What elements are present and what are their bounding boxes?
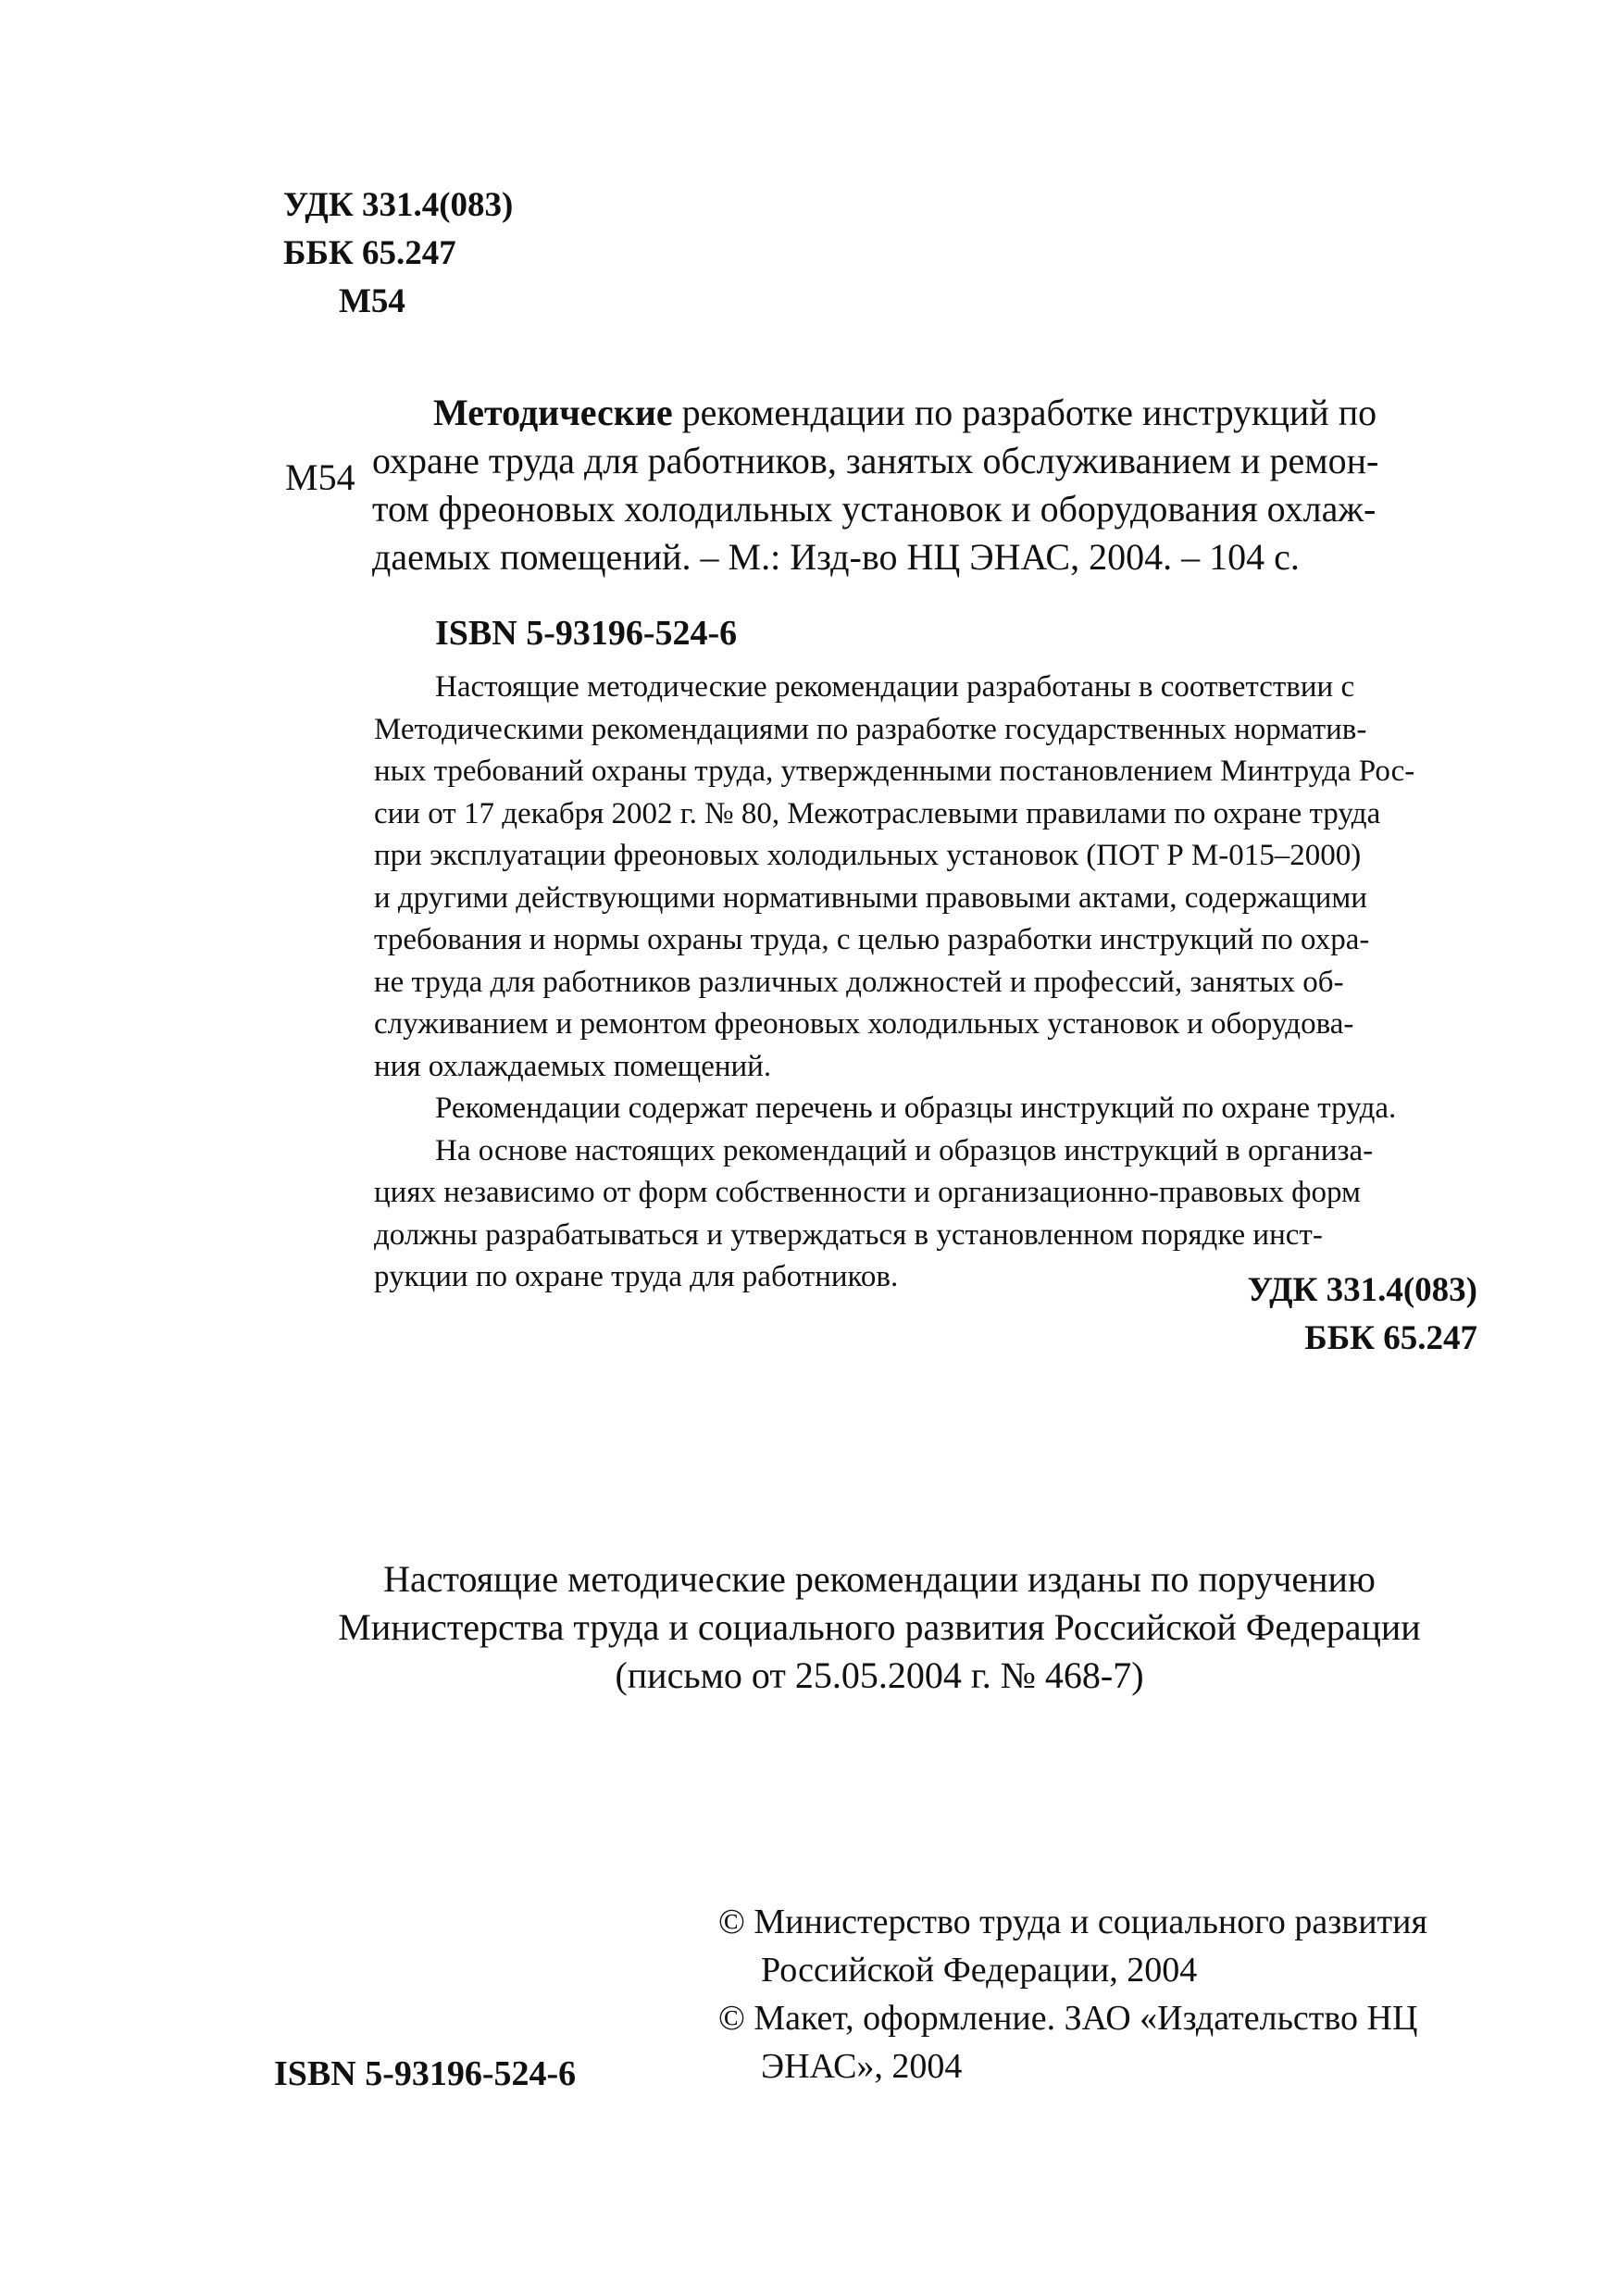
biblio-title-word: Методические	[433, 392, 673, 433]
publication-note-line-3: (письмо от 25.05.2004 г. № 468-7)	[615, 1654, 1144, 1696]
publication-note-line-2: Министерства труда и социального развития Российской Федерации	[338, 1606, 1421, 1648]
biblio-line-4: даемых помещений. – М.: Изд-во НЦ ЭНАС, 2004. – 104 с.	[372, 536, 1300, 578]
abstract-line: при эксплуатации фреоновых холодильных установок (ПОТ Р М-015–2000)	[374, 839, 1362, 872]
udk-code: УДК 331.4(083)	[283, 186, 514, 224]
biblio-line-1-rest: рекомендации по разработке инструкций по	[672, 392, 1377, 433]
abstract-line: рукции по охране труда для работников.	[374, 1260, 899, 1293]
abstract-line: служиванием и ремонтом фреоновых холодильных установок и оборудова-	[374, 1007, 1354, 1041]
udk-code-right: УДК 331.4(083)	[1247, 1271, 1477, 1309]
side-author-mark: М54	[285, 456, 355, 498]
abstract-line: ных требований охраны труда, утвержденными постановлением Минтруда Рос-	[374, 755, 1415, 788]
biblio-line-2: охране труда для работников, занятых обслуживанием и ремон-	[372, 440, 1379, 481]
isbn-bottom: ISBN 5-93196-524-6	[274, 2054, 577, 2093]
abstract-line: Рекомендации содержат перечень и образцы инструкций по охране труда.	[435, 1092, 1397, 1125]
abstract-line: не труда для работников различных должностей и профессий, занятых об-	[374, 965, 1344, 999]
abstract-line: циях независимо от форм собственности и организационно-правовых форм	[374, 1176, 1361, 1209]
abstract-line: требования и нормы охраны труда, с целью разработки инструкций по охра-	[374, 923, 1370, 956]
biblio-line-1	[372, 389, 1483, 437]
classification-codes-right	[1248, 1267, 1477, 1363]
abstract-line: должны разрабатываться и утверждаться в установленном порядке инст-	[374, 1217, 1323, 1252]
abstract-line: На основе настоящих рекомендаций и образцов инструкций в организа-	[435, 1133, 1374, 1167]
copyright-line-3: © Макет, оформление. ЗАО «Издательство НЦ	[718, 1999, 1418, 2038]
isbn-main: ISBN 5-93196-524-6	[435, 614, 738, 653]
bibliographic-description	[372, 389, 1483, 581]
abstract-line: Методическими рекомендациями по разработке государственных норматив-	[374, 712, 1367, 746]
abstract-line: сии от 17 декабря 2002 г. № 80, Межотраслевыми правилами по охране труда	[374, 796, 1381, 830]
author-mark: М54	[339, 282, 405, 320]
publication-note-line-1: Настоящие методические рекомендации изданы по поручению	[383, 1558, 1376, 1600]
abstract-line: и другими действующими нормативными правовыми актами, содержащими	[374, 880, 1367, 915]
copyright-line-1: © Министерство труда и социального развития	[718, 1903, 1427, 1941]
classification-codes-top	[283, 181, 513, 326]
biblio-line-3: том фреоновых холодильных установок и оборудования охлаж-	[372, 488, 1377, 530]
publication-note	[278, 1555, 1481, 1700]
abstract-line: ния охлаждаемых помещений.	[374, 1049, 772, 1083]
bbk-code: ББК 65.247	[283, 234, 456, 272]
abstract	[374, 667, 1485, 1299]
copyright-line-4: ЭНАС», 2004	[761, 2047, 963, 2086]
bbk-code-right: ББК 65.247	[1304, 1319, 1477, 1357]
abstract-line: Настоящие методические рекомендации разработаны в соответствии с	[435, 670, 1355, 704]
copyright-block	[718, 1898, 1427, 2090]
copyright-line-2: Российской Федерации, 2004	[761, 1951, 1198, 1990]
